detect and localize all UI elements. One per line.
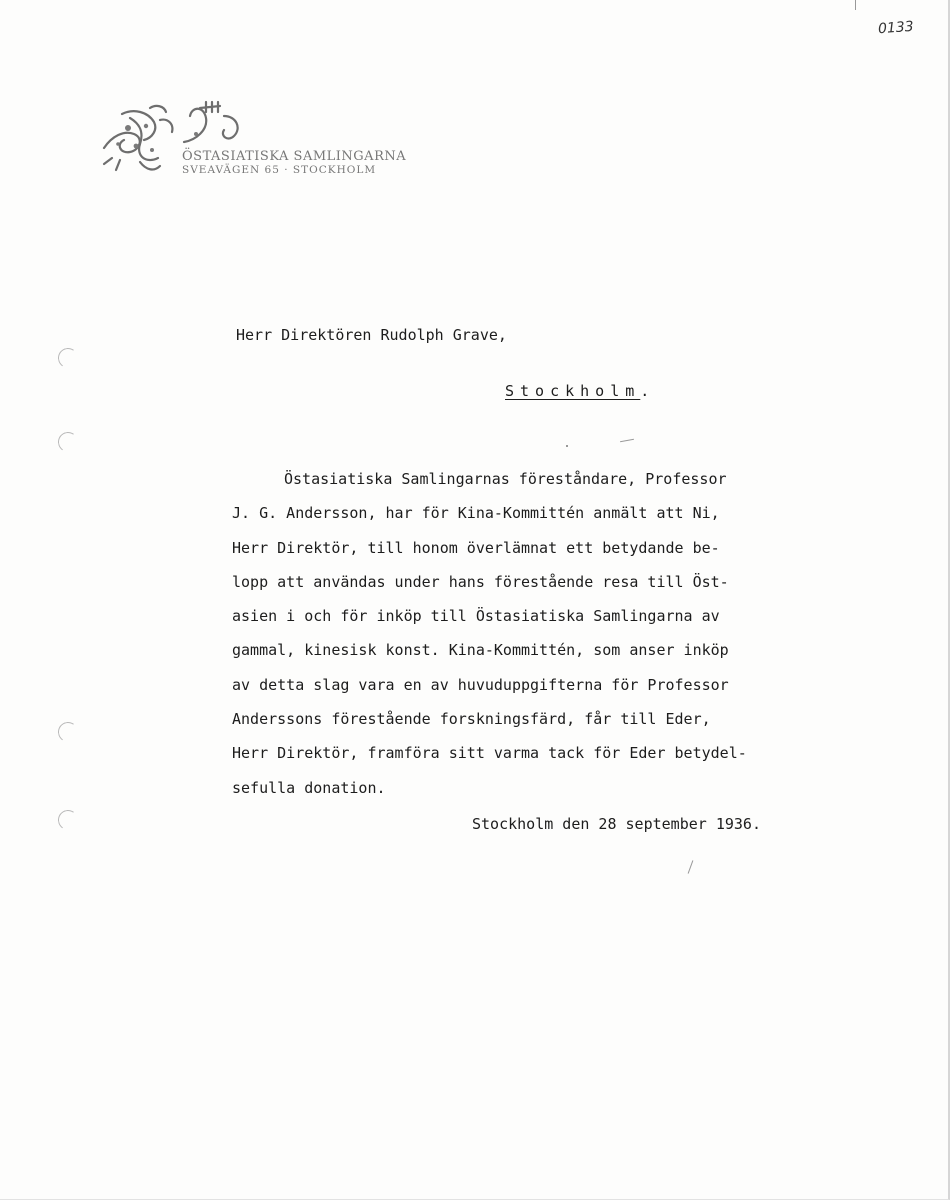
body-line: Östasiatiska Samlingarnas föreståndare, Professor [284,470,727,488]
paper-speck [855,0,856,10]
body-line: av detta slag vara en av huvuduppgifterna för Professor [232,675,729,694]
punch-hole-mark [56,808,79,831]
punch-hole-mark [56,346,79,369]
body-line: asien i och för inköp till Östasiatiska Samlingarna av [232,607,720,626]
body-line: J. G. Andersson, har för Kina-Kommittén anmält att Ni, [232,504,720,523]
paper-speck [566,445,568,447]
dateline: Stockholm den 28 september 1936. [472,815,761,833]
recipient-city: Stockholm. [505,382,656,400]
archive-number: 0133 [877,18,915,38]
letterhead-organization: ÖSTASIATISKA SAMLINGARNA [182,149,407,164]
body-line: Herr Direktör, till honom överlämnat ett betydande be- [232,538,720,557]
letter-body [232,462,832,805]
paper-speck [620,439,634,442]
body-line: Anderssons förestående forskningsfärd, får till Eder, [232,710,711,729]
letterhead [182,150,406,176]
city-name: Stockholm [505,382,641,400]
body-line: gammal, kinesisk konst. Kina-Kommittén, som anser inköp [232,641,729,660]
body-line: lopp att användas under hans förestående resa till Öst- [232,572,729,591]
recipient-line: Herr Direktören Rudolph Grave, [236,326,507,344]
paper-speck [688,860,694,873]
body-line: Herr Direktör, framföra sitt varma tack för Eder betydel- [232,744,747,763]
body-line: sefulla donation. [232,778,386,797]
letterhead-address: SVEAVÄGEN 65 · STOCKHOLM [182,164,377,176]
punch-hole-mark [56,720,79,743]
punch-hole-mark [56,430,79,453]
